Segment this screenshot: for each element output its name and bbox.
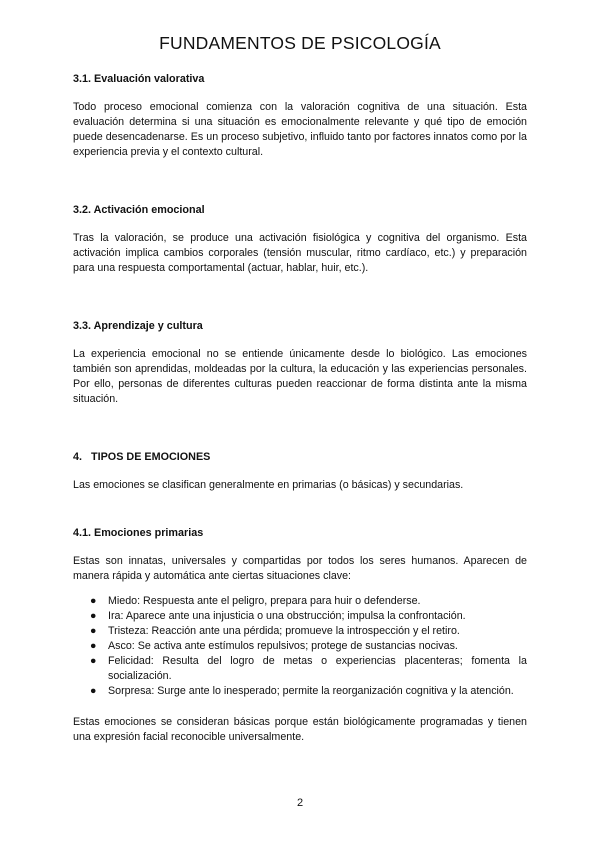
section-intro-4-1: Estas son innatas, universales y compartidas por todos los seres humanos. Aparecen de manera rápida y automática ante ciertas situaciones clave:	[73, 555, 527, 582]
section-paragraph-3-3: La experiencia emocional no se entiende únicamente desde lo biológico. Las emociones también son aprendidas, moldeadas por la cultura, la educación y las experiencias personales. Por ello, personas de diferentes culturas pueden reaccionar de forma distinta ante la misma situación.	[73, 348, 527, 405]
section-paragraph-4: Las emociones se clasifican generalmente en primarias (o básicas) y secundarias.	[73, 479, 464, 491]
section-paragraph-3-1: Todo proceso emocional comienza con la valoración cognitiva de una situación. Esta evaluación determina si una situación es emocionalmente relevante y qué tipo de emoción puede desencadenarse. Es un proceso subjetivo, influido tanto por factores innatos como por la experiencia previa y el contexto cultural.	[73, 101, 527, 158]
list-item: ● Tristeza: Reacción ante una pérdida; promueve la introspección y el retiro.	[90, 625, 460, 637]
document-body	[73, 72, 527, 745]
bullet-icon: ●	[90, 655, 97, 667]
list-item: ● Sorpresa: Surge ante lo inesperado; permite la reorganización cognitiva y la atención.	[90, 685, 514, 697]
list-item: ● Ira: Aparece ante una injusticia o una obstrucción; impulsa la confrontación.	[90, 610, 466, 622]
primary-emotions-list	[73, 594, 527, 699]
page-number: 2	[296, 797, 304, 809]
document-title: FUNDAMENTOS DE PSICOLOGÍA	[159, 33, 441, 53]
bullet-icon: ●	[90, 640, 97, 652]
list-item: ● Felicidad: Resulta del logro de metas o experiencias placenteras; fomenta la socialización.	[90, 655, 527, 682]
bullet-icon: ●	[90, 595, 97, 607]
list-item: ● Miedo: Respuesta ante el peligro, prepara para huir o defenderse.	[90, 595, 421, 607]
bullet-icon: ●	[90, 610, 97, 622]
bullet-icon: ●	[90, 685, 97, 697]
bullet-icon: ●	[90, 625, 97, 637]
section-heading-3-1: 3.1. Evaluación valorativa	[73, 73, 205, 85]
section-heading-4-1: 4.1. Emociones primarias	[73, 527, 204, 539]
section-heading-3-3: 3.3. Aprendizaje y cultura	[73, 320, 203, 332]
section-heading-3-2: 3.2. Activación emocional	[73, 204, 205, 216]
section-closing-4-1: Estas emociones se consideran básicas porque están biológicamente programadas y tienen una expresión facial reconocible universalmente.	[73, 716, 527, 743]
list-item: ● Asco: Se activa ante estímulos repulsivos; protege de sustancias nocivas.	[90, 640, 458, 652]
section-paragraph-3-2: Tras la valoración, se produce una activación fisiológica y cognitiva del organismo. Esta activación implica cambios corporales (tensión muscular, ritmo cardíaco, etc.) y preparación para una respuesta comportamental (actuar, hablar, huir, etc.).	[73, 232, 527, 274]
section-heading-4: 4. TIPOS DE EMOCIONES	[73, 451, 211, 463]
